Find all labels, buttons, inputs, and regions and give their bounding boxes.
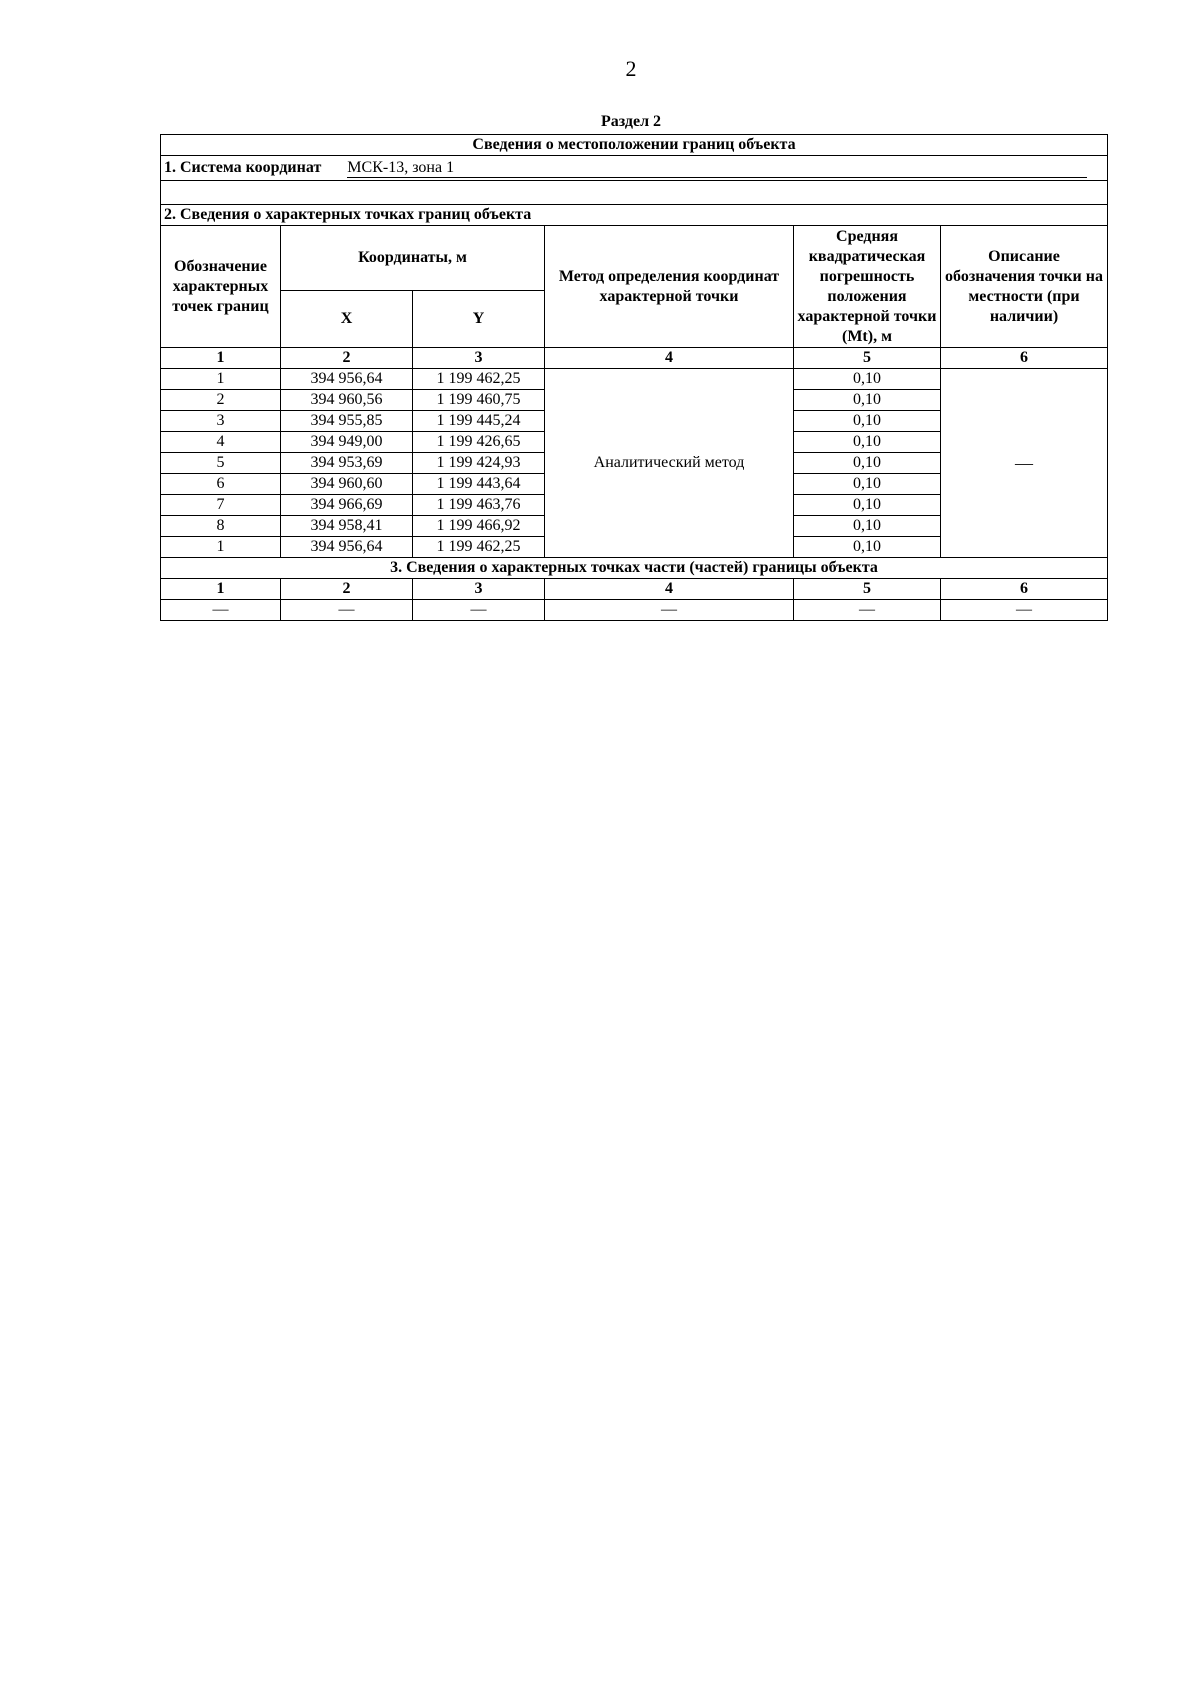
y-coordinate-cell: 1 199 463,76 [413, 495, 545, 516]
x-coordinate-cell: 394 953,69 [281, 453, 413, 474]
header-y: Y [413, 291, 545, 348]
column-number: 6 [941, 348, 1108, 369]
column-number: 4 [545, 579, 794, 600]
point-number-cell: 6 [161, 474, 281, 495]
error-cell: 0,10 [794, 495, 941, 516]
parts-empty-row [161, 600, 1108, 621]
error-cell: 0,10 [794, 411, 941, 432]
header-method: Метод определения координат характерной точки [545, 226, 794, 348]
x-coordinate-cell: 394 960,56 [281, 390, 413, 411]
error-cell: 0,10 [794, 516, 941, 537]
column-number: 5 [794, 579, 941, 600]
error-cell: 0,10 [794, 369, 941, 390]
column-number: 3 [413, 348, 545, 369]
points-column-numbers [161, 348, 1108, 369]
section-title: Раздел 2 [600, 113, 662, 130]
error-cell: 0,10 [794, 390, 941, 411]
point-number-cell: 1 [161, 537, 281, 558]
point-number-cell: 1 [161, 369, 281, 390]
points-section-title: 2. Сведения о характерных точках границ объекта [161, 205, 1108, 226]
x-coordinate-cell: 394 958,41 [281, 516, 413, 537]
point-number-cell: 8 [161, 516, 281, 537]
y-coordinate-cell: 1 199 462,25 [413, 537, 545, 558]
point-number-cell: 3 [161, 411, 281, 432]
header-coordinates: Координаты, м [281, 226, 545, 291]
coordinate-system-value: МСК-13, зона 1 [347, 159, 1087, 178]
coordinate-system-label: 1. Система координат [164, 159, 322, 176]
column-number: 4 [545, 348, 794, 369]
y-coordinate-cell: 1 199 443,64 [413, 474, 545, 495]
column-number: 2 [281, 579, 413, 600]
x-coordinate-cell: 394 949,00 [281, 432, 413, 453]
y-coordinate-cell: 1 199 460,75 [413, 390, 545, 411]
x-coordinate-cell: 394 956,64 [281, 537, 413, 558]
point-number-cell: 7 [161, 495, 281, 516]
y-coordinate-cell: 1 199 462,25 [413, 369, 545, 390]
error-cell: 0,10 [794, 474, 941, 495]
y-coordinate-cell: 1 199 424,93 [413, 453, 545, 474]
column-number: 1 [161, 579, 281, 600]
column-number: 1 [161, 348, 281, 369]
empty-cell: — [161, 600, 281, 621]
column-number: 6 [941, 579, 1108, 600]
point-number-cell: 2 [161, 390, 281, 411]
table-title: Сведения о местоположении границ объекта [161, 135, 1108, 156]
table-row [161, 369, 1108, 390]
x-coordinate-cell: 394 966,69 [281, 495, 413, 516]
header-x: X [281, 291, 413, 348]
error-cell: 0,10 [794, 537, 941, 558]
x-coordinate-cell: 394 955,85 [281, 411, 413, 432]
method-cell: Аналитический метод [545, 369, 794, 558]
blank-row [161, 181, 1108, 205]
y-coordinate-cell: 1 199 466,92 [413, 516, 545, 537]
x-coordinate-cell: 394 956,64 [281, 369, 413, 390]
point-number-cell: 4 [161, 432, 281, 453]
page-number: 2 [625, 56, 637, 81]
header-description: Описание обозначения точки на местности (при наличии) [941, 226, 1108, 348]
x-coordinate-cell: 394 960,60 [281, 474, 413, 495]
y-coordinate-cell: 1 199 445,24 [413, 411, 545, 432]
empty-cell: — [941, 600, 1108, 621]
column-number: 2 [281, 348, 413, 369]
empty-cell: — [794, 600, 941, 621]
empty-cell: — [281, 600, 413, 621]
description-cell: — [941, 369, 1108, 558]
point-number-cell: 5 [161, 453, 281, 474]
empty-cell: — [413, 600, 545, 621]
error-cell: 0,10 [794, 432, 941, 453]
boundary-table [160, 134, 1108, 621]
column-number: 3 [413, 579, 545, 600]
y-coordinate-cell: 1 199 426,65 [413, 432, 545, 453]
coordinate-system-row [161, 156, 1108, 181]
column-number: 5 [794, 348, 941, 369]
parts-column-numbers [161, 579, 1108, 600]
empty-cell: — [545, 600, 794, 621]
header-designation: Обозначение характерных точек границ [161, 226, 281, 348]
header-error: Средняя квадратическая погрешность положения характерной точки (Mt), м [794, 226, 941, 348]
parts-section-title: 3. Сведения о характерных точках части (частей) границы объекта [161, 558, 1108, 579]
error-cell: 0,10 [794, 453, 941, 474]
